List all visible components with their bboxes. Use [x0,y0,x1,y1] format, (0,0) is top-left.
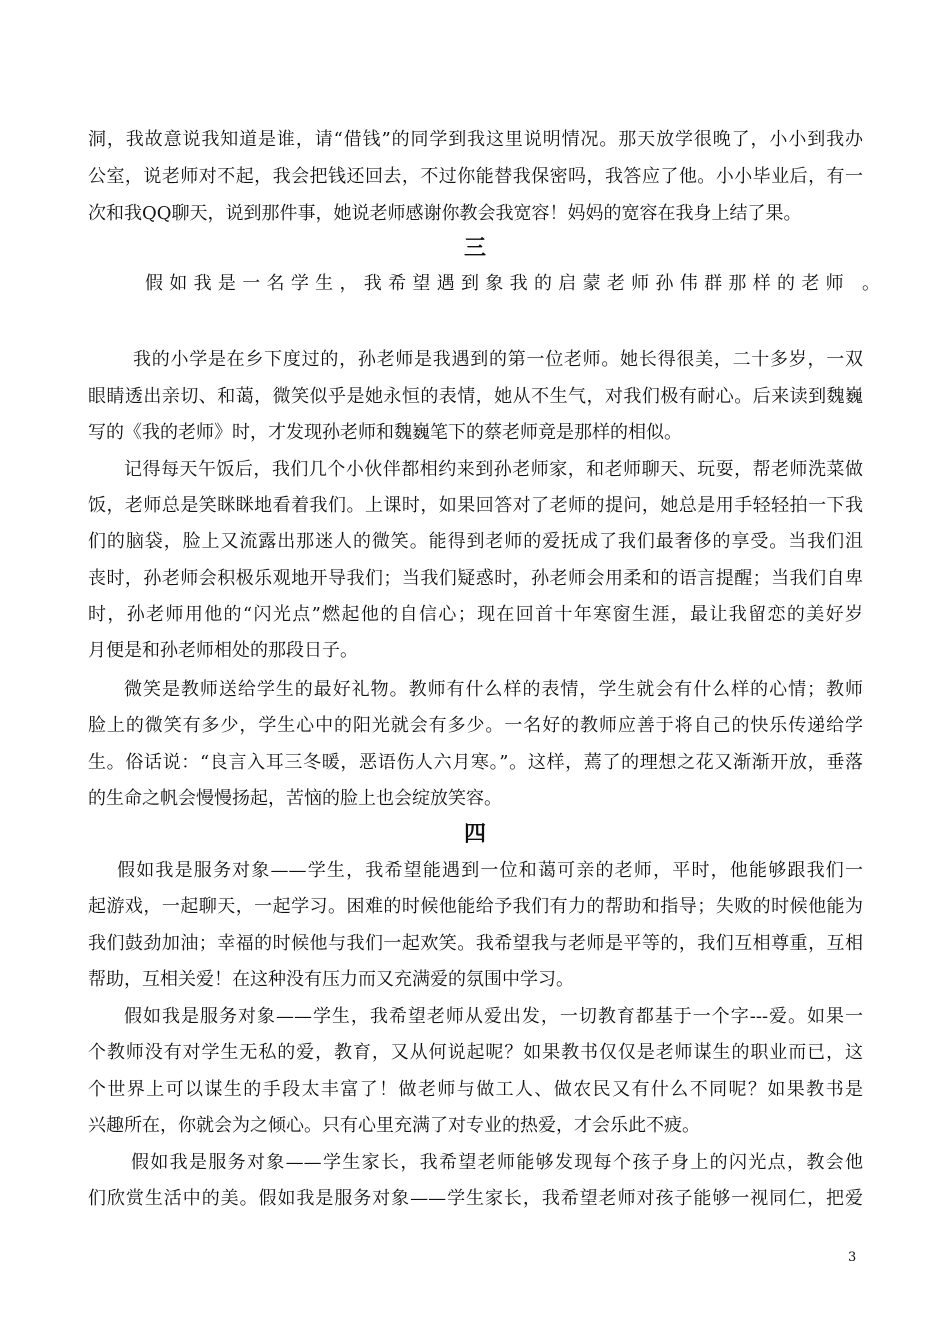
page-number: 3 [848,1250,857,1265]
text-line: 公室，说老师对不起，我会把钱还回去，不过你能替我保密吗，我答应了他。小小毕业后，有一 [88,166,863,187]
text-line: 写的《我的老师》时，才发现孙老师和魏巍笔下的蔡老师竟是那样的相似。 [88,422,682,443]
text-line: 假如我是服务对象——学生，我希望能遇到一位和蔼可亲的老师，平时，他能够跟我们一 [117,860,863,881]
text-line: 假如我是服务对象——学生，我希望老师从爱出发，一切教育都基于一个字---爱。如果一 [124,1006,863,1027]
text-line: 的生命之帆会慢慢扬起，苦恼的脸上也会绽放笑容。 [88,788,502,809]
text-line: 个世界上可以谋生的手段太丰富了！做老师与做工人、做农民又有什么不同呢？如果教书是 [88,1079,863,1100]
text-line: 起游戏，一起聊天，一起学习。困难的时候他能给予我们有力的帮助和指导；失败的时候他能为 [88,896,863,917]
text-line: 我们鼓劲加油；幸福的时候他与我们一起欢笑。我希望我与老师是平等的，我们互相尊重，互相 [88,933,863,954]
text-line: 饭，老师总是笑眯眯地看着我们。上课时，如果回答对了老师的提问，她总是用手轻轻拍一下我 [88,495,863,516]
text-line: 微笑是教师送给学生的最好礼物。教师有什么样的表情，学生就会有什么样的心情；教师 [124,679,863,700]
text-line: 假如我是服务对象——学生家长，我希望老师能够发现每个孩子身上的闪光点，教会他 [131,1152,863,1173]
text-line: 们欣赏生活中的美。假如我是服务对象——学生家长，我希望老师对孩子能够一视同仁，把爱 [88,1188,863,1209]
text-line: 生。俗话说：“良言入耳三冬暖，恶语伤人六月寒。”。这样，蔫了的理想之花又渐渐开放，垂落 [88,752,863,773]
section-subtitle: 假如我是一名学生，我希望遇到象我的启蒙老师孙伟群那样的老师 。 [145,273,880,294]
text-line: 记得每天午饭后，我们几个小伙伴都相约来到孙老师家，和老师聊天、玩耍，帮老师洗菜做 [124,459,863,480]
text-line: 时，孙老师用他的“闪光点”燃起他的自信心；现在回首十年寒窗生涯，最让我留恋的美好岁 [88,604,863,625]
text-line: 次和我QQ聊天，说到那件事，她说老师感谢你教会我宽容！妈妈的宽容在我身上结了果。 [88,203,802,224]
text-line: 个教师没有对学生无私的爱，教育，又从何说起呢？如果教书仅仅是老师谋生的职业而已，这 [88,1042,863,1063]
text-line: 兴趣所在，你就会为之倾心。只有心里充满了对专业的热爱，才会乐此不疲。 [88,1115,700,1136]
text-line: 丧时，孙老师会积极乐观地开导我们；当我们疑惑时，孙老师会用柔和的语言提醒；当我们自卑 [88,568,863,589]
text-line: 月便是和孙老师相处的那段日子。 [88,640,358,661]
text-line: 眼睛透出亲切、和蔼，微笑似乎是她永恒的表情，她从不生气，对我们极有耐心。后来读到魏巍 [88,386,863,407]
text-line: 们的脑袋，脸上又流露出那迷人的微笑。能得到老师的爱抚成了我们最奢侈的享受。当我们沮 [88,531,863,552]
text-line: 我的小学是在乡下度过的，孙老师是我遇到的第一位老师。她长得很美，二十多岁，一双 [133,349,863,370]
text-line: 脸上的微笑有多少，学生心中的阳光就会有多少。一名好的教师应善于将自己的快乐传递给学 [88,715,863,736]
text-line: 洞，我故意说我知道是谁，请“借钱”的同学到我这里说明情况。那天放学很晚了，小小到我办 [88,129,863,150]
section-heading: 四 [463,821,486,847]
text-line: 帮助，互相关爱！在这种没有压力而又充满爱的氛围中学习。 [88,969,574,990]
section-heading: 三 [463,235,486,261]
